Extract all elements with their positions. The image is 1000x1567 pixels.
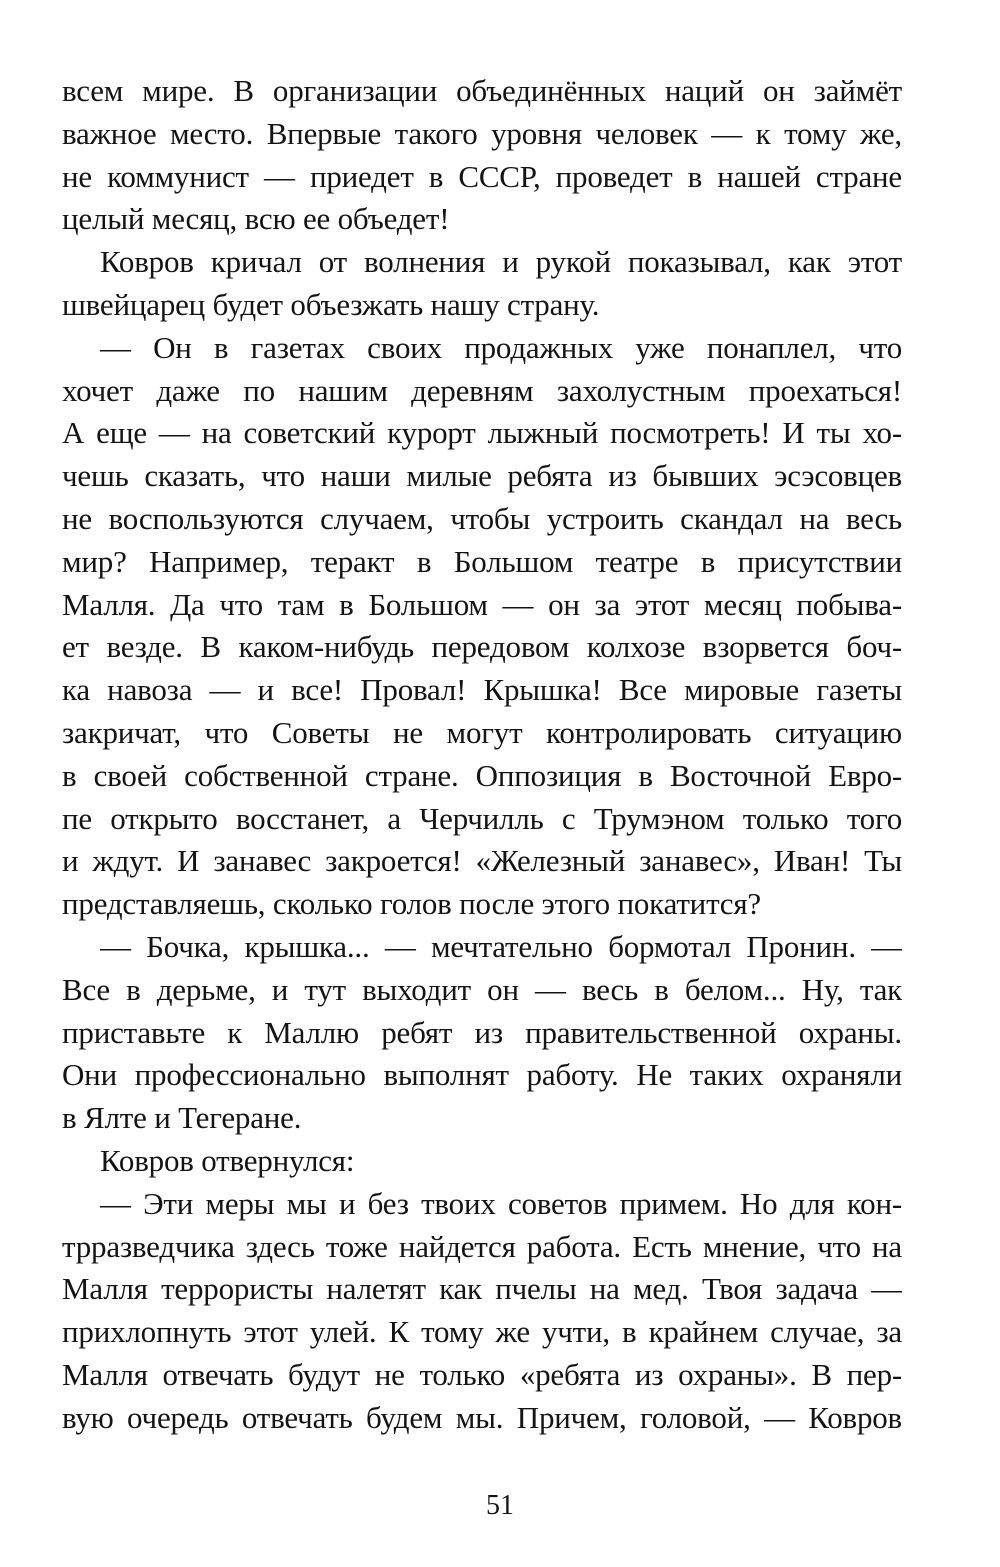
text-line: не воспользуются случаем, чтобы устроить скандал на весь xyxy=(62,500,902,536)
text-line: Малля. Да что там в Большом — он за этот месяц побыва- xyxy=(62,586,902,622)
text-line: хочет даже по нашим деревням захолустным проехаться! xyxy=(62,372,902,408)
text-line: мир? Например, теракт в Большом театре в присутствии xyxy=(62,543,902,579)
text-line: чешь сказать, что наши милые ребята из бывших эсэсовцев xyxy=(62,458,902,494)
text-line: представляешь, сколько голов после этого покатится? xyxy=(62,886,761,922)
text-line: — Он в газетах своих продажных уже понаплел, что xyxy=(100,329,902,365)
text-line: швейцарец будет объезжать нашу страну. xyxy=(62,286,600,322)
text-line: прихлопнуть этот улей. К тому же учти, в крайнем случае, за xyxy=(62,1314,902,1350)
text-line: — Эти меры мы и без твоих советов примем. Но для кон- xyxy=(100,1185,902,1221)
text-line: Они профессионально выполнят работу. Не таких охраняли xyxy=(62,1057,902,1093)
text-line: Ковров отвернулся: xyxy=(100,1142,355,1178)
text-line: всем мире. В организации объединённых наций он займёт xyxy=(62,73,902,108)
text-line: целый месяц, всю ее объедет! xyxy=(62,201,450,237)
text-line: Малля отвечать будут не только «ребята из охраны». В пер- xyxy=(62,1356,902,1392)
text-line: вую очередь отвечать будем мы. Причем, головой, — Ковров xyxy=(62,1399,902,1435)
text-line: ет везде. В каком-нибудь передовом колхозе взорвется боч- xyxy=(62,629,902,665)
text-line: закричат, что Советы не могут контролировать ситуацию xyxy=(62,714,902,750)
text-line: — Бочка, крышка... — мечтательно бормотал Пронин. — xyxy=(100,928,902,964)
page-number: 51 xyxy=(486,1490,514,1521)
text-line: приставьте к Маллю ребят из правительственной охраны. xyxy=(62,1014,902,1050)
page-body-text xyxy=(62,70,902,1440)
text-line: важное место. Впервые такого уровня человек — к тому же, xyxy=(62,115,902,151)
text-line: А еще — на советский курорт лыжный посмотреть! И ты хо- xyxy=(62,415,902,451)
text-line: в своей собственной стране. Оппозиция в Восточной Евро- xyxy=(62,757,902,793)
text-line: пе открыто восстанет, а Черчилль с Трумэном только того xyxy=(62,800,902,836)
text-line: не коммунист — приедет в СССР, проведет в нашей стране xyxy=(62,158,902,194)
text-line: Ковров кричал от волнения и рукой показывал, как этот xyxy=(100,244,902,280)
text-line: Малля террористы налетят как пчелы на мед. Твоя задача — xyxy=(62,1271,902,1307)
text-line: Все в дерьме, и тут выходит он — весь в белом... Ну, так xyxy=(62,971,902,1007)
text-line: трразведчика здесь тоже найдется работа. Есть мнение, что на xyxy=(62,1228,902,1264)
text-line: ка навоза — и все! Провал! Крышка! Все мировые газеты xyxy=(62,672,902,708)
text-line: и ждут. И занавес закроется! «Железный занавес», Иван! Ты xyxy=(62,843,902,879)
text-line: в Ялте и Тегеране. xyxy=(62,1100,302,1136)
